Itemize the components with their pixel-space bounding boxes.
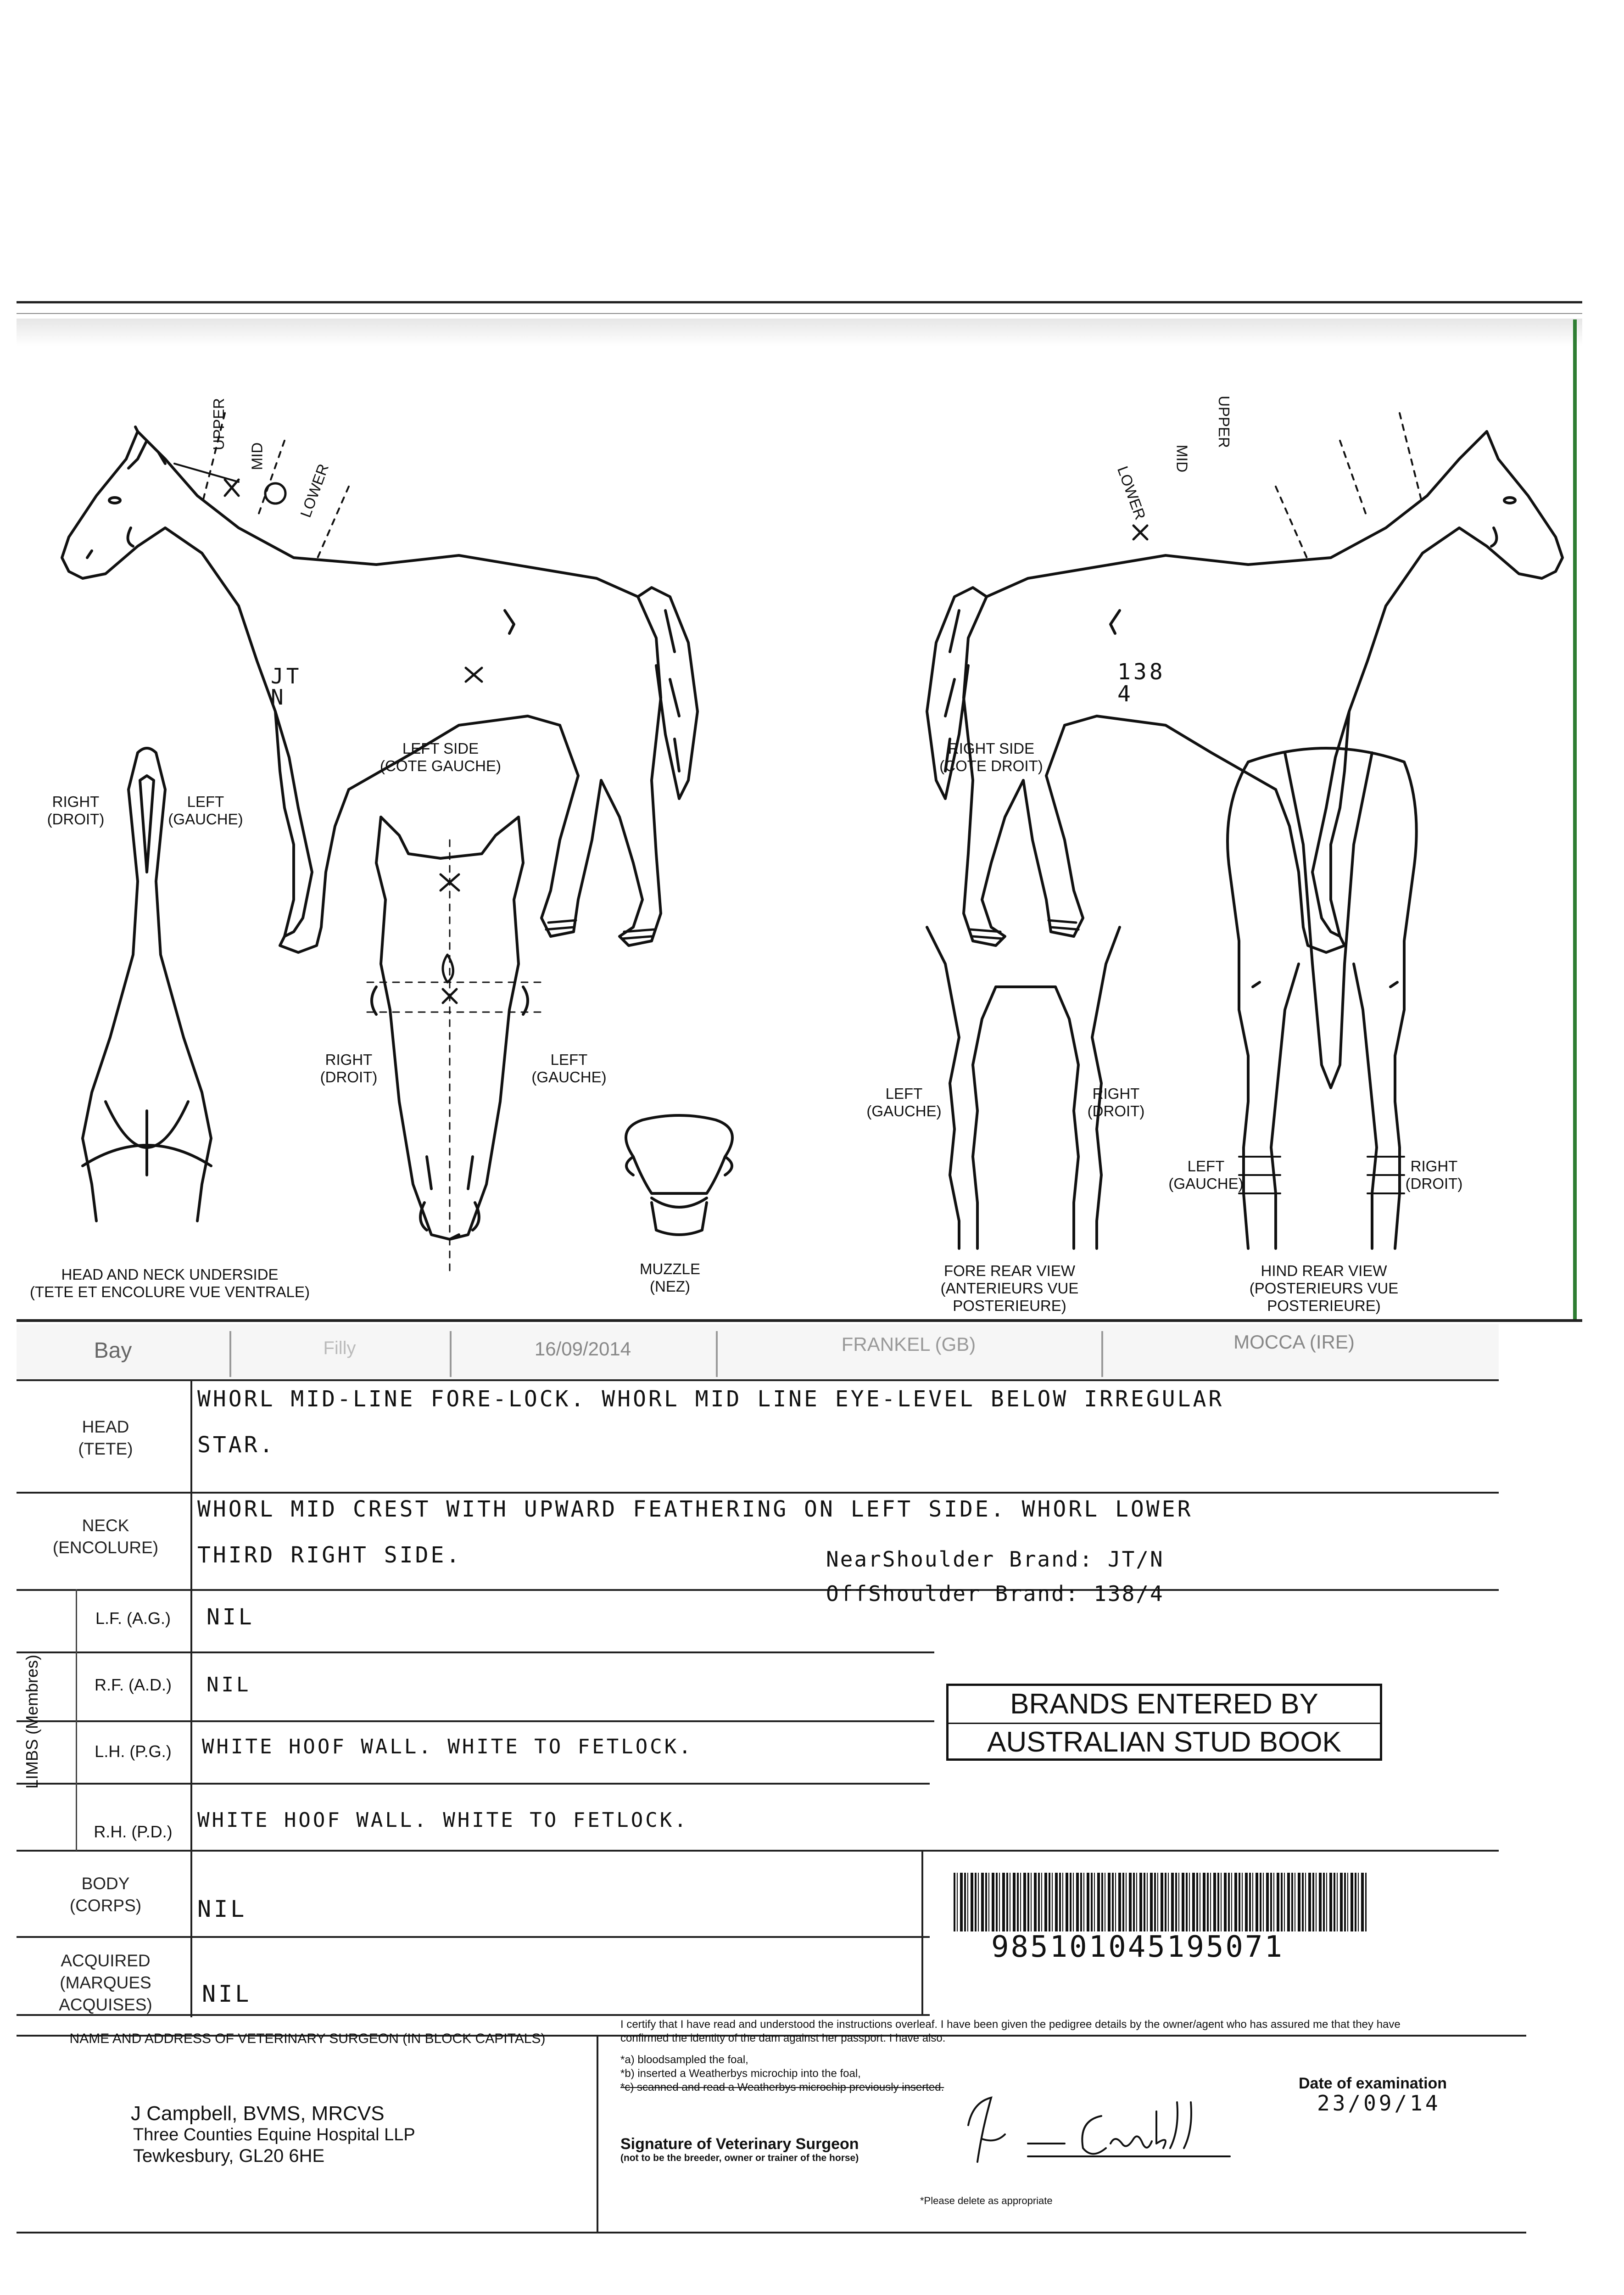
vet-signature (954, 2075, 1239, 2176)
neck-markings-line2: THIRD RIGHT SIDE. (197, 1542, 462, 1568)
delete-note: *Please delete as appropriate (920, 2195, 1053, 2206)
cert-option-b: *b) inserted a Weatherbys microchip into the foal, (620, 2067, 861, 2080)
neck-right-label: RIGHT (52, 793, 100, 810)
cert-option-a: *a) bloodsampled the foal, (620, 2054, 748, 2066)
rh-label: R.H. (P.D.) (94, 1822, 173, 1841)
left-mid-label: MID (248, 442, 266, 470)
neck-markings-line1: WHORL MID CREST WITH UPWARD FEATHERING ON LEFT SIDE. WHORL LOWER (197, 1496, 1193, 1522)
left-brand-mark: JT N (271, 664, 302, 710)
neck-left-fr-label: (GAUCHE) (168, 811, 243, 828)
cert-option-c: *c) scanned and read a Weatherbys microchip previously inserted. (620, 2081, 944, 2093)
head-markings-line1: WHORL MID-LINE FORE-LOCK. WHORL MID LINE EYE-LEVEL BELOW IRREGULAR (197, 1386, 1224, 1412)
fore-left-fr-label: (GAUCHE) (866, 1103, 942, 1120)
near-shoulder-brand: NearShoulder Brand: JT/N (826, 1547, 1164, 1572)
right-brand-mark: 138 4 (1117, 659, 1166, 707)
lf-value: NIL (206, 1604, 255, 1630)
acquired-value: NIL (202, 1981, 252, 2007)
hind-left-fr-label: (GAUCHE) (1168, 1175, 1244, 1192)
acquired-row-label: ACQUIRED (MARQUES ACQUISES) (59, 1951, 152, 2014)
lh-label: L.H. (P.G.) (95, 1742, 172, 1761)
body-value: NIL (197, 1896, 247, 1922)
hind-right-label: RIGHT (1410, 1158, 1458, 1175)
hind-caption: HIND REAR VIEW (1261, 1262, 1387, 1279)
body-row-label: BODY (CORPS) (69, 1874, 142, 1915)
neck-row-label: NECK (ENCOLURE) (52, 1516, 159, 1557)
neck-right-fr-label: (DROIT) (47, 811, 105, 828)
hind-caption-fr2: POSTERIEURE) (1267, 1297, 1381, 1314)
limbs-label: LIMBS (Membres) (22, 1654, 41, 1789)
muzzle-caption: MUZZLE (640, 1260, 700, 1277)
left-side-title: LEFT SIDE (402, 740, 479, 757)
left-upper-label: UPPER (210, 398, 227, 450)
colour-value: Bay (94, 1338, 132, 1363)
right-upper-label: UPPER (1215, 396, 1233, 448)
vet-practice: Three Counties Equine Hospital LLP (133, 2125, 415, 2144)
left-lower-label: LOWER (296, 461, 332, 520)
head-left-label: LEFT (550, 1051, 588, 1068)
fore-left-label: LEFT (885, 1085, 923, 1102)
dam-value: MOCCA (IRE) (1233, 1331, 1355, 1353)
fore-caption-fr2: POSTERIEURE) (953, 1297, 1066, 1314)
vet-town: Tewkesbury, GL20 6HE (133, 2146, 325, 2166)
rh-value: WHITE HOOF WALL. WHITE TO FETLOCK. (197, 1808, 689, 1832)
hind-left-label: LEFT (1187, 1158, 1225, 1175)
off-shoulder-brand: OffShoulder Brand: 138/4 (826, 1581, 1164, 1606)
head-right-fr-label: (DROIT) (320, 1069, 378, 1086)
right-lower-label: LOWER (1114, 464, 1150, 522)
right-mid-label: MID (1173, 444, 1191, 473)
head-row-label: HEAD (TETE) (78, 1417, 133, 1458)
microchip-number: 985101045195071 (991, 1930, 1284, 1964)
sire-value: FRANKEL (GB) (841, 1333, 976, 1355)
neck-caption-fr: (TETE ET ENCOLURE VUE VENTRALE) (29, 1283, 310, 1300)
dob-value: 16/09/2014 (534, 1338, 631, 1360)
fore-rear-diagram (927, 927, 1120, 1248)
lf-label: L.F. (A.G.) (95, 1609, 171, 1628)
fore-caption-fr: (ANTERIEURS VUE (940, 1280, 1079, 1297)
fore-caption: FORE REAR VIEW (943, 1262, 1076, 1279)
lh-value: WHITE HOOF WALL. WHITE TO FETLOCK. (202, 1735, 693, 1758)
vet-name: J Campbell, BVMS, MRCVS (131, 2102, 385, 2125)
left-side-subtitle: (COTE GAUCHE) (380, 757, 501, 774)
asb-brands-stamp: BRANDS ENTERED BY AUSTRALIAN STUD BOOK (946, 1684, 1382, 1761)
head-right-label: RIGHT (325, 1051, 373, 1068)
fore-right-fr-label: (DROIT) (1087, 1103, 1145, 1120)
signature-note: (not to be the breeder, owner or trainer of the horse) (620, 2153, 859, 2163)
right-side-horse (927, 413, 1563, 952)
neck-left-label: LEFT (187, 793, 224, 810)
hind-right-fr-label: (DROIT) (1405, 1175, 1463, 1192)
muzzle-diagram (626, 1115, 732, 1235)
muzzle-caption-fr: (NEZ) (650, 1278, 690, 1295)
right-side-subtitle: (COTE DROIT) (939, 757, 1043, 774)
head-front-diagram (367, 817, 541, 1276)
sex-value: Filly (323, 1338, 356, 1358)
rf-value: NIL (206, 1673, 251, 1696)
fore-right-label: RIGHT (1092, 1085, 1140, 1102)
neck-caption: HEAD AND NECK UNDERSIDE (61, 1266, 279, 1283)
microchip-barcode (954, 1873, 1367, 1931)
head-markings-line2: STAR. (197, 1432, 275, 1458)
right-side-title: RIGHT SIDE (948, 740, 1035, 757)
exam-date-label: Date of examination (1299, 2075, 1447, 2092)
rf-label: R.F. (A.D.) (95, 1675, 172, 1694)
hind-caption-fr: (POSTERIEURS VUE (1249, 1280, 1399, 1297)
exam-date-value: 23/09/14 (1317, 2091, 1441, 2116)
head-left-fr-label: (GAUCHE) (531, 1069, 607, 1086)
signature-label: Signature of Veterinary Surgeon (620, 2135, 859, 2153)
certification-text: I certify that I have read and understood the instructions overleaf. I have been given the pedigree details by the owner/agent who has assured me that they have confirmed the identity of the dam against her passport. I have also. (620, 2018, 1401, 2044)
vet-heading: NAME AND ADDRESS OF VETERINARY SURGEON (IN BLOCK CAPITALS) (69, 2031, 546, 2046)
